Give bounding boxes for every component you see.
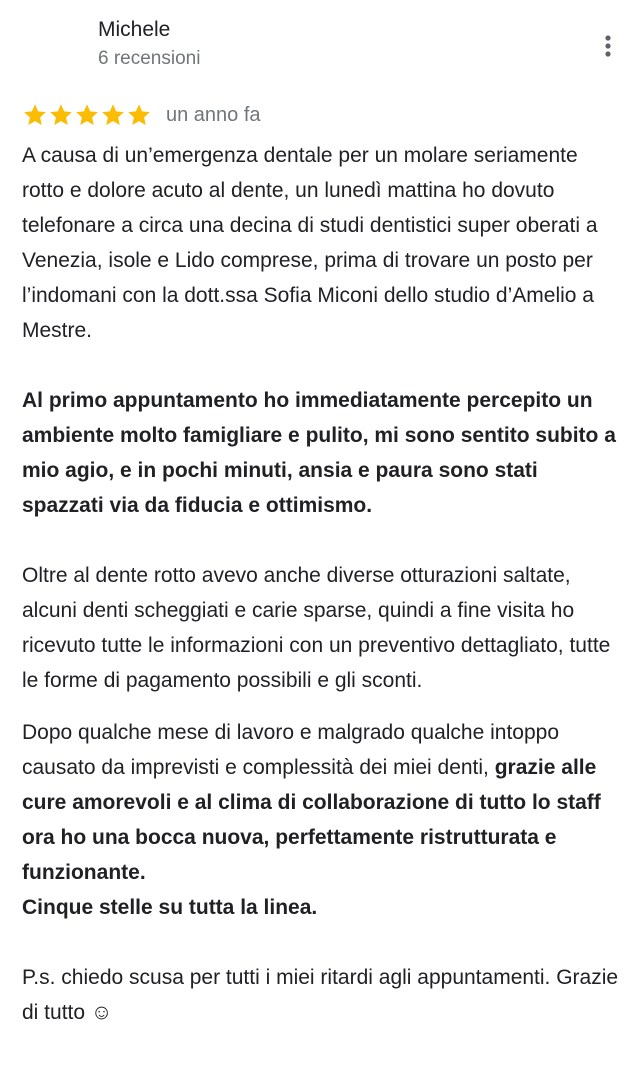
- review-paragraph-2-bold: Al primo appuntamento ho immediatamente percepito un ambiente molto famigliare e pulito, mi sono sentito subito a mio agio, e in pochi minuti, ansia e paura sono stati spazzati via da fiducia e ottimismo.: [22, 389, 616, 517]
- paragraph-spacer: [22, 925, 622, 960]
- star-rating: [22, 102, 152, 128]
- star-icon: [22, 102, 48, 128]
- review-paragraph-3: Oltre al dente rotto avevo anche diverse otturazioni saltate, alcuni denti scheggiati e carie sparse, quindi a fine visita ho ricevuto tutte le informazioni con un preventivo dettagliato, tutte le forme di pagamento possibili e gli sconti.: [22, 564, 611, 692]
- star-icon: [126, 102, 152, 128]
- paragraph-spacer: [22, 698, 622, 715]
- paragraph-spacer: [22, 348, 622, 383]
- reviewer-name[interactable]: Michele: [98, 18, 171, 41]
- more-options-button[interactable]: [596, 32, 620, 62]
- star-icon: [74, 102, 100, 128]
- review-paragraph-1: A causa di un’emergenza dentale per un molare seriamente rotto e dolore acuto al dente, un lunedì mattina ho dovuto telefonare a circa una decina di studi dentistici super oberati a Venezia, isole e Lido comprese, prima di trovare un posto per l’indomani con la dott.ssa Sofia Miconi dello studio d’Amelio a Mestre.: [22, 144, 598, 342]
- reviewer-review-count[interactable]: 6 recensioni: [98, 48, 201, 69]
- review-text: [22, 138, 622, 1030]
- star-icon: [48, 102, 74, 128]
- review-paragraph-4-bold: grazie alle cure amorevoli e al clima di collaborazione di tutto lo staff ora ho una bocca nuova, perfettamente ristrutturata e funzionante.: [22, 756, 601, 884]
- star-icon: [100, 102, 126, 128]
- paragraph-spacer: [22, 523, 622, 558]
- more-vert-icon: [596, 32, 620, 62]
- review-paragraph-5: P.s. chiedo scusa per tutti i miei ritardi agli appuntamenti. Grazie di tutto ☺: [22, 966, 619, 1024]
- review-paragraph-2: [22, 383, 622, 523]
- review-paragraph-4: [22, 715, 622, 925]
- review-paragraph-4-normal: Dopo qualche mese di lavoro e malgrado qualche intoppo causato da imprevisti e complessità dei miei denti,: [22, 721, 560, 779]
- review-header: [0, 0, 637, 80]
- review-date: un anno fa: [166, 104, 261, 126]
- rating-row: [22, 100, 261, 130]
- review-paragraph-4-bold-line2: Cinque stelle su tutta la linea.: [22, 896, 318, 919]
